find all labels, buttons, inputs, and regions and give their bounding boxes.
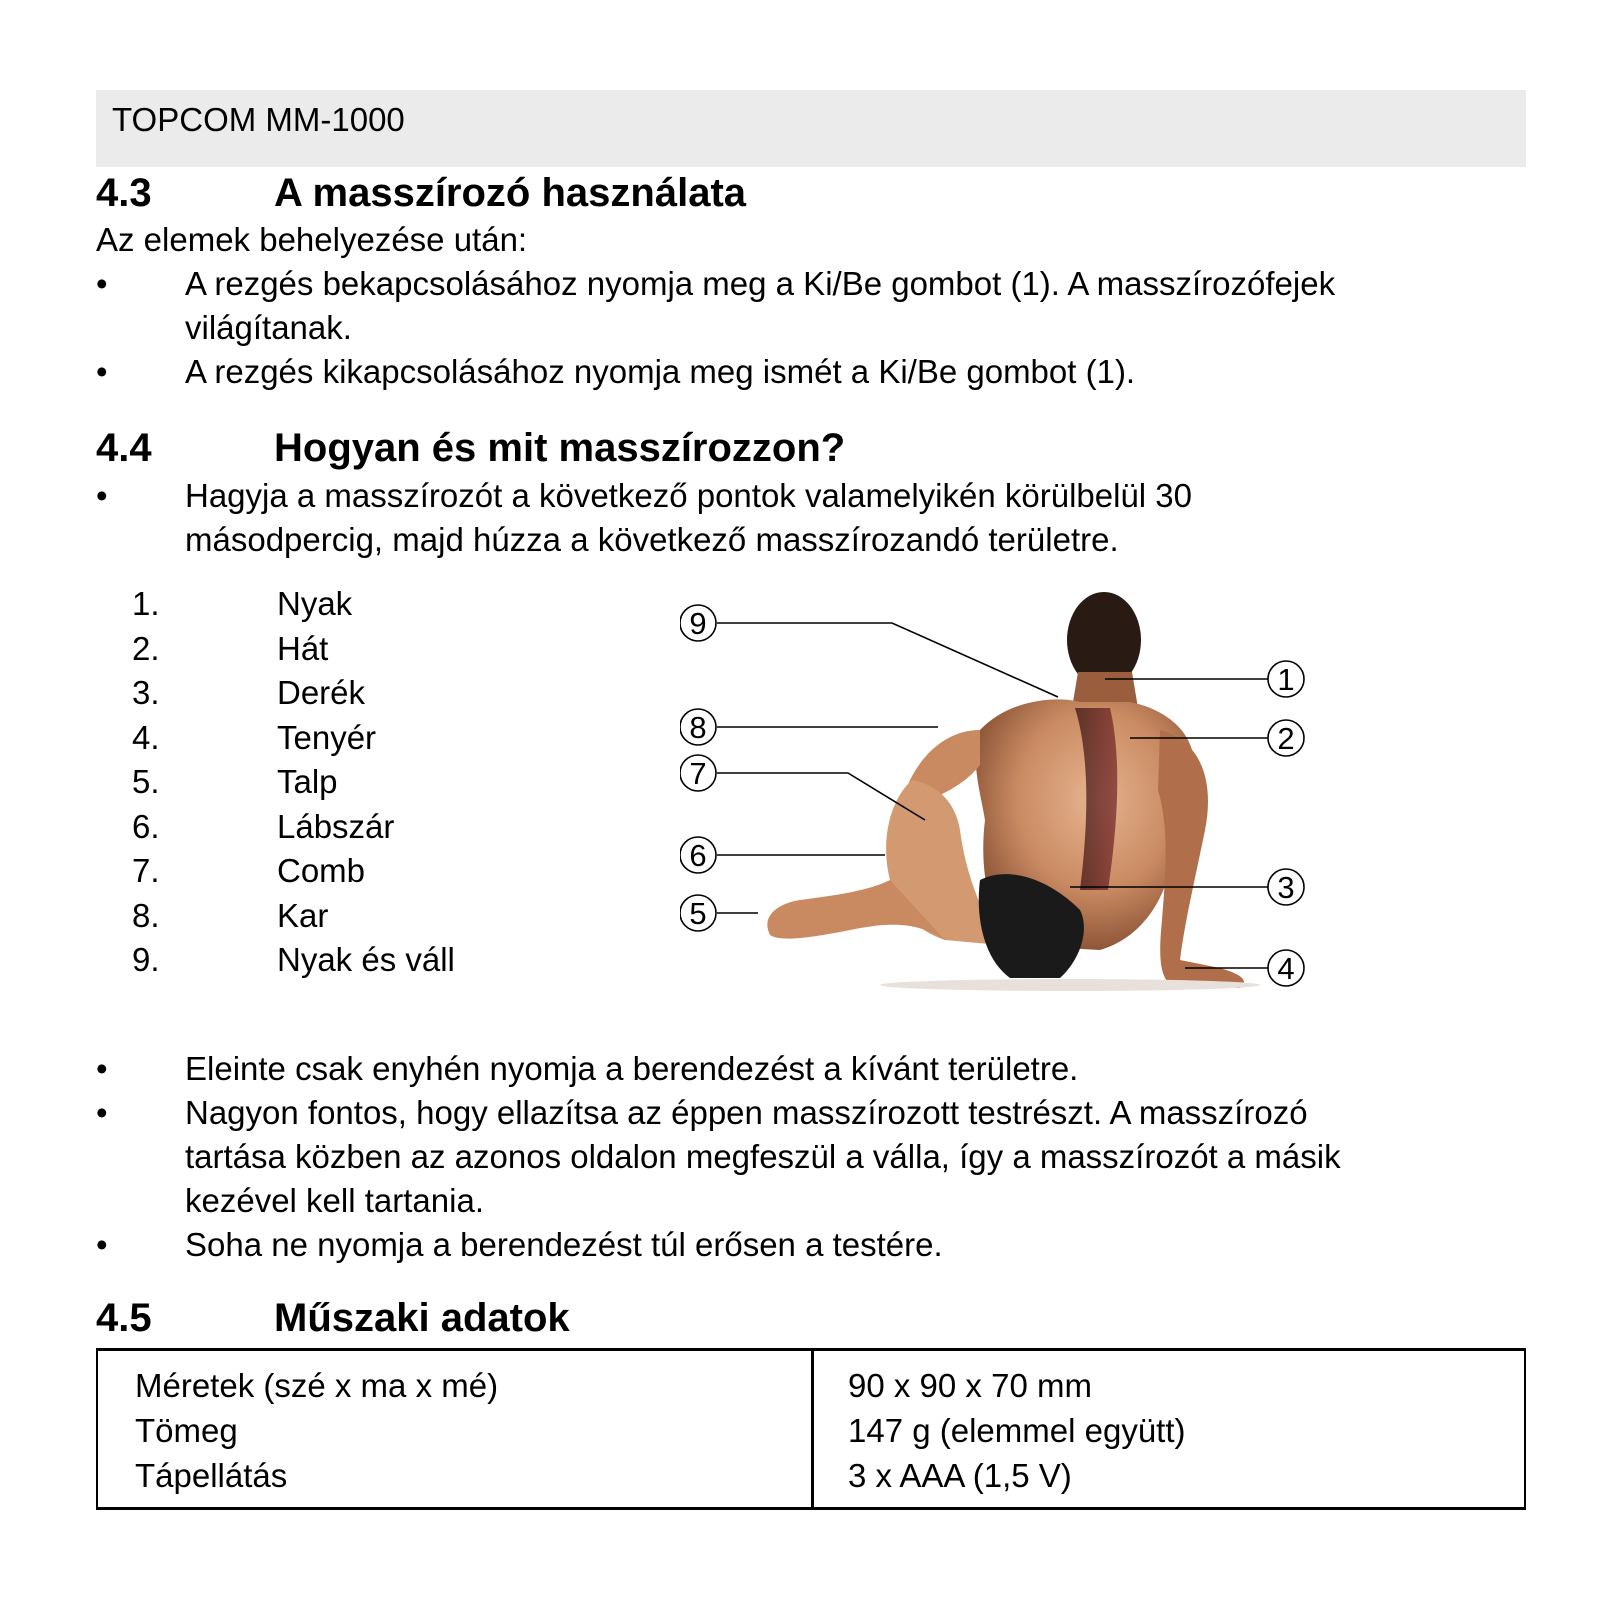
bullet-symbol: • bbox=[96, 1094, 108, 1131]
callout-4 bbox=[1268, 950, 1304, 986]
bullet-symbol: • bbox=[96, 1050, 108, 1087]
section-title: Hogyan és mit masszírozzon? bbox=[274, 426, 846, 470]
spec-value: 3 x AAA (1,5 V) bbox=[848, 1457, 1072, 1494]
table-divider bbox=[811, 1351, 814, 1507]
list-label: Tenyér bbox=[277, 718, 377, 756]
intro-text: Az elemek behelyezése után: bbox=[96, 221, 528, 258]
callout-label: 6 bbox=[689, 838, 707, 873]
spec-label: Méretek (szé x ma x mé) bbox=[135, 1367, 499, 1404]
list-number: 7. bbox=[132, 852, 160, 889]
callout-7 bbox=[680, 755, 716, 791]
specs-table bbox=[96, 1348, 1526, 1510]
bullet-text-line: kezével kell tartania. bbox=[185, 1182, 484, 1219]
document-title: TOPCOM MM-1000 bbox=[112, 101, 405, 138]
bullet-text-line: világítanak. bbox=[185, 309, 352, 346]
list-label: Comb bbox=[277, 852, 366, 889]
man-silhouette bbox=[767, 592, 1260, 991]
spec-value: 147 g (elemmel együtt) bbox=[848, 1412, 1186, 1449]
callout-1 bbox=[1268, 661, 1304, 697]
bullet-symbol: • bbox=[96, 353, 108, 390]
list-label: Lábszár bbox=[277, 807, 395, 845]
callout-9 bbox=[680, 605, 716, 641]
section-number: 4.3 bbox=[96, 171, 152, 215]
list-label: Nyak és váll bbox=[277, 941, 455, 978]
callout-label: 9 bbox=[689, 606, 707, 641]
bullet-text-line: Hagyja a masszírozót a következő pontok valamelyikén körülbelül 30 bbox=[185, 477, 1193, 514]
page-header bbox=[96, 90, 1526, 167]
spec-value: 90 x 90 x 70 mm bbox=[848, 1367, 1092, 1404]
bullet-text-line: másodpercig, majd húzza a következő masszírozandó területre. bbox=[185, 521, 1119, 558]
body-illustration bbox=[680, 590, 1360, 1030]
section-number: 4.5 bbox=[96, 1296, 152, 1340]
callout-label: 1 bbox=[1277, 662, 1295, 697]
list-number: 9. bbox=[132, 941, 160, 978]
callout-label: 3 bbox=[1277, 870, 1295, 905]
spec-label: Tápellátás bbox=[135, 1457, 288, 1494]
bullet-symbol: • bbox=[96, 477, 108, 514]
list-label: Nyak bbox=[277, 585, 353, 622]
bullet-symbol: • bbox=[96, 265, 108, 302]
list-label: Talp bbox=[277, 763, 338, 800]
bullet-text-line: A rezgés kikapcsolásához nyomja meg ismét a Ki/Be gombot (1). bbox=[185, 353, 1136, 390]
specs-values-column bbox=[848, 1363, 1186, 1498]
bullet-text-line: Soha ne nyomja a berendezést túl erősen a testére. bbox=[185, 1226, 943, 1263]
list-number: 3. bbox=[132, 674, 160, 711]
callout-2 bbox=[1268, 720, 1304, 756]
list-label: Kar bbox=[277, 896, 329, 934]
bullet-text-line: tartása közben az azonos oldalon megfeszül a válla, így a masszírozót a másik bbox=[185, 1138, 1341, 1175]
bullet-text-line: Nagyon fontos, hogy ellazítsa az éppen masszírozott testrészt. A masszírozó bbox=[185, 1094, 1308, 1131]
bullet-text-line: Eleinte csak enyhén nyomja a berendezést a kívánt területre. bbox=[185, 1050, 1079, 1087]
callout-5 bbox=[680, 895, 716, 931]
bullet-text-line: A rezgés bekapcsolásához nyomja meg a Ki/Be gombot (1). A masszírozófejek bbox=[185, 265, 1336, 302]
list-number: 5. bbox=[132, 763, 160, 800]
list-number: 2. bbox=[132, 629, 160, 667]
bullet-symbol: • bbox=[96, 1226, 108, 1263]
spec-label: Tömeg bbox=[135, 1412, 238, 1449]
list-label: Derék bbox=[277, 674, 366, 711]
list-number: 8. bbox=[132, 896, 160, 934]
specs-labels-column bbox=[135, 1363, 498, 1498]
list-number: 6. bbox=[132, 807, 160, 845]
callout-3 bbox=[1268, 869, 1304, 905]
section-number: 4.4 bbox=[96, 426, 152, 470]
section-title: Műszaki adatok bbox=[274, 1296, 570, 1340]
section-title: A masszírozó használata bbox=[274, 171, 747, 215]
list-number: 1. bbox=[132, 585, 160, 622]
callout-label: 2 bbox=[1277, 721, 1295, 756]
callout-6 bbox=[680, 837, 716, 873]
body-points-figure bbox=[680, 590, 1360, 1030]
callout-label: 7 bbox=[689, 756, 707, 791]
list-number: 4. bbox=[132, 718, 160, 756]
callout-label: 5 bbox=[689, 896, 707, 931]
callout-label: 8 bbox=[689, 710, 707, 745]
callout-8 bbox=[680, 709, 716, 745]
callout-label: 4 bbox=[1277, 951, 1295, 986]
list-label: Hát bbox=[277, 629, 329, 667]
